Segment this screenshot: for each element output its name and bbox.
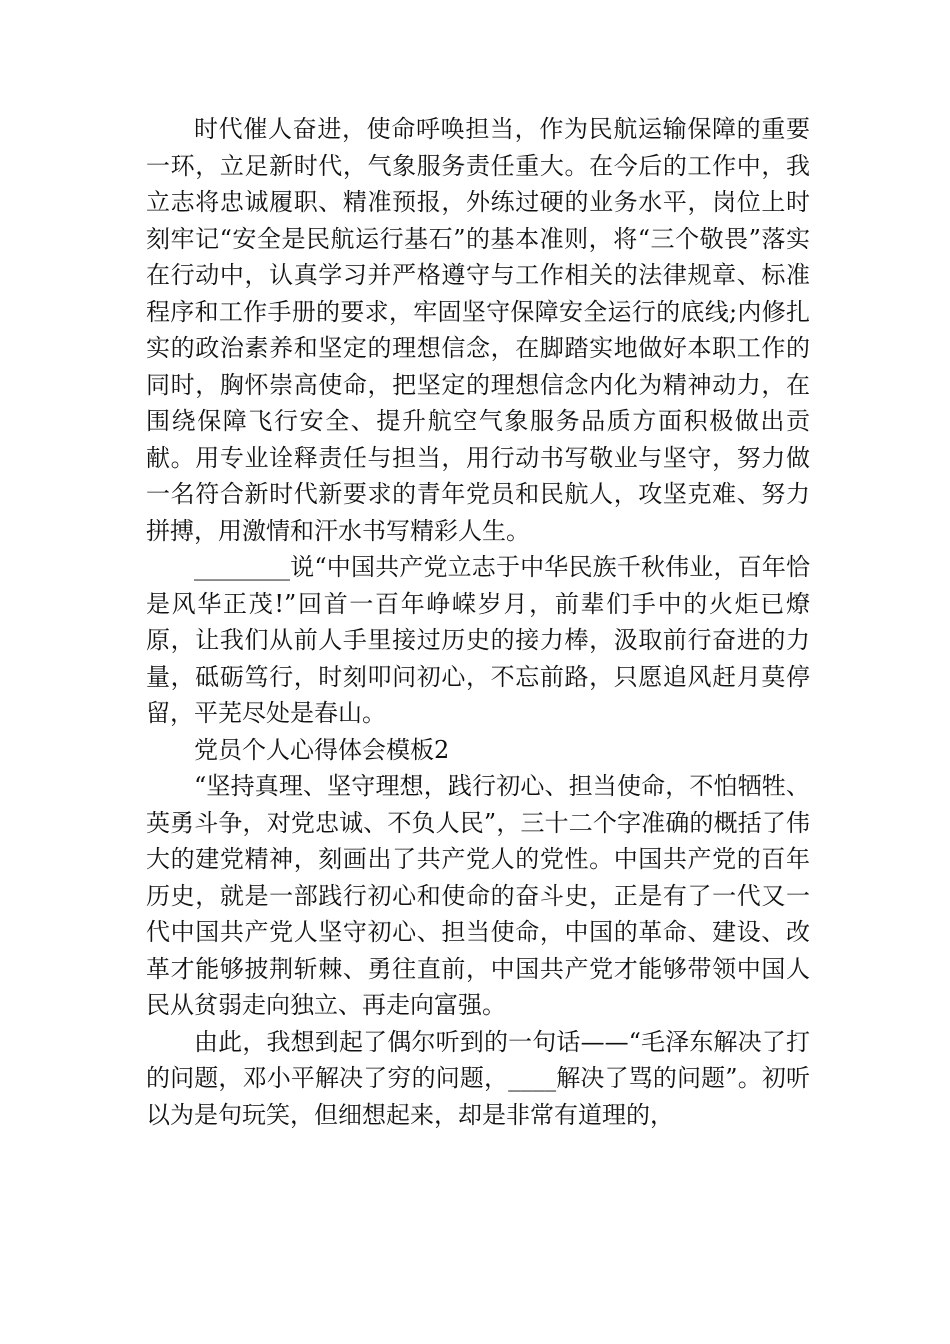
- paragraph-party-spirit: “坚持真理、坚守理想，践行初心、担当使命，不怕牺牲、英勇斗争，对党忠诚、不负人民”，三十二个字准确的概括了伟大的建党精神，刻画出了共产党人的党性。中国共产党的百年历史，就是一部践行初心和使命的奋斗史，正是有了一代又一代中国共产党人坚守初心、担当使命，中国的革命、建设、改革才能够披荆斩棘、勇往直前，中国共产党才能够带领中国人民从贫弱走向独立、再走向富强。: [146, 772, 810, 1019]
- paragraph-century-quote: ________说“中国共产党立志于中华民族千秋伟业，百年恰是风华正茂!”回首一百年峥嵘岁月，前辈们手中的火炬已燎原，让我们从前人手里接过历史的接力棒，汲取前行奋进的力量，砥砺笃行，时刻叩问初心，不忘前路，只愿追风赶月莫停留，平芜尽处是春山。: [146, 553, 810, 727]
- paragraph-aviation-meteorology: 时代催人奋进，使命呼唤担当，作为民航运输保障的重要一环，立足新时代，气象服务责任重大。在今后的工作中，我立志将忠诚履职、精准预报，外练过硬的业务水平，岗位上时刻牢记“安全是民航运行基石”的基本准则，将“三个敬畏”落实在行动中，认真学习并严格遵守与工作相关的法律规章、标准程序和工作手册的要求，牢固坚守保障安全运行的底线;内修扎实的政治素养和坚定的理想信念，在脚踏实地做好本职工作的同时，胸怀崇高使命，把坚定的理想信念内化为精神动力，在围绕保障飞行安全、提升航空气象服务品质方面积极做出贡献。用专业诠释责任与担当，用行动书写敬业与坚守，努力做一名符合新时代新要求的青年党员和民航人，攻坚克难、努力拼搏，用激情和汗水书写精彩人生。: [146, 115, 810, 545]
- section-heading: 党员个人心得体会模板2: [194, 735, 450, 764]
- document-body: [146, 111, 810, 1133]
- paragraph-saying: 由此，我想到起了偶尔听到的一句话——“毛泽东解决了打的问题，邓小平解决了穷的问题，____解决了骂的问题”。初听以为是句玩笑，但细想起来，却是非常有道理的，: [146, 1027, 810, 1129]
